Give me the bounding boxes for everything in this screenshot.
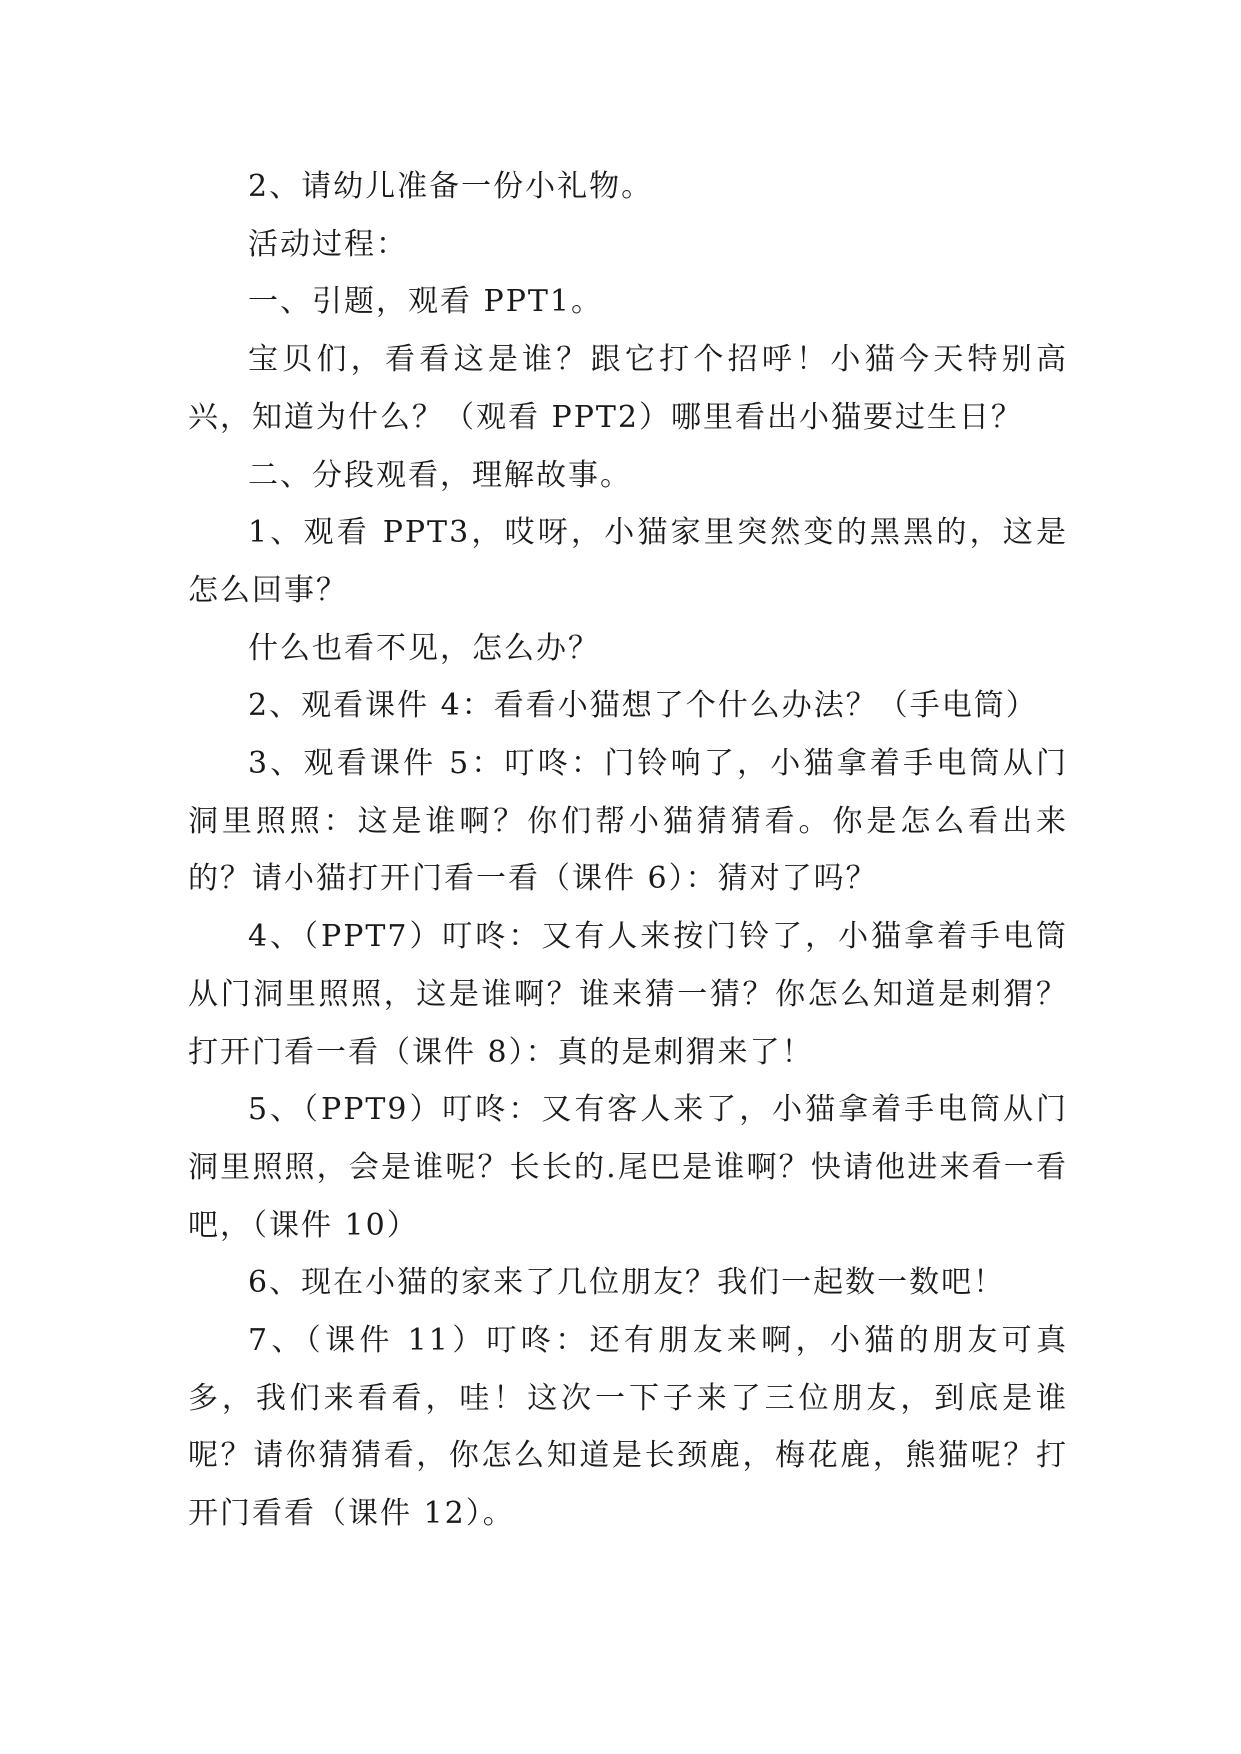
paragraph-12: 6、现在小猫的家来了几位朋友？我们一起数一数吧！ xyxy=(248,1265,1006,1301)
paragraph-13: 7、（课件 11）叮咚：还有朋友来啊，小猫的朋友可真多，我们来看看，哇！这次一下子来了三位朋友，到底是谁呢？请你猜猜看，你怎么知道是长颈鹿，梅花鹿，熊猫呢？打开门看看（课件 12）。 xyxy=(188,1323,1068,1532)
paragraph-4: 宝贝们，看看这是谁？跟它打个招呼！小猫今天特别高兴，知道为什么？（观看 PPT2）哪里看出小猫要过生日？ xyxy=(188,342,1068,435)
paragraph-11: 5、（PPT9）叮咚：又有客人来了，小猫拿着手电筒从门洞里照照，会是谁呢？长长的.尾巴是谁啊？快请他进来看一看吧，（课件 10） xyxy=(188,1092,1068,1243)
paragraph-3: 一、引题，观看 PPT1。 xyxy=(248,284,604,320)
paragraph-2: 活动过程： xyxy=(248,226,408,262)
paragraph-9: 3、观看课件 5：叮咚：门铃响了，小猫拿着手电筒从门洞里照照：这是谁啊？你们帮小猫猜猜看。你是怎么看出来的？请小猫打开门看一看（课件 6）：猜对了吗？ xyxy=(188,746,1068,897)
paragraph-6: 1、观看 PPT3，哎呀，小猫家里突然变的黑黑的，这是怎么回事？ xyxy=(188,515,1068,608)
paragraph-5: 二、分段观看，理解故事。 xyxy=(248,457,632,493)
paragraph-1: 2、请幼儿准备一份小礼物。 xyxy=(248,169,654,204)
document-body xyxy=(188,158,1068,1543)
paragraph-10: 4、（PPT7）叮咚：又有人来按门铃了，小猫拿着手电筒从门洞里照照，这是谁啊？谁来猜一猜？你怎么知道是刺猬？打开门看一看（课件 8）：真的是刺猬来了！ xyxy=(188,919,1068,1070)
paragraph-7: 什么也看不见，怎么办？ xyxy=(248,630,600,666)
paragraph-8: 2、观看课件 4：看看小猫想了个什么办法？（手电筒） xyxy=(248,688,1038,724)
